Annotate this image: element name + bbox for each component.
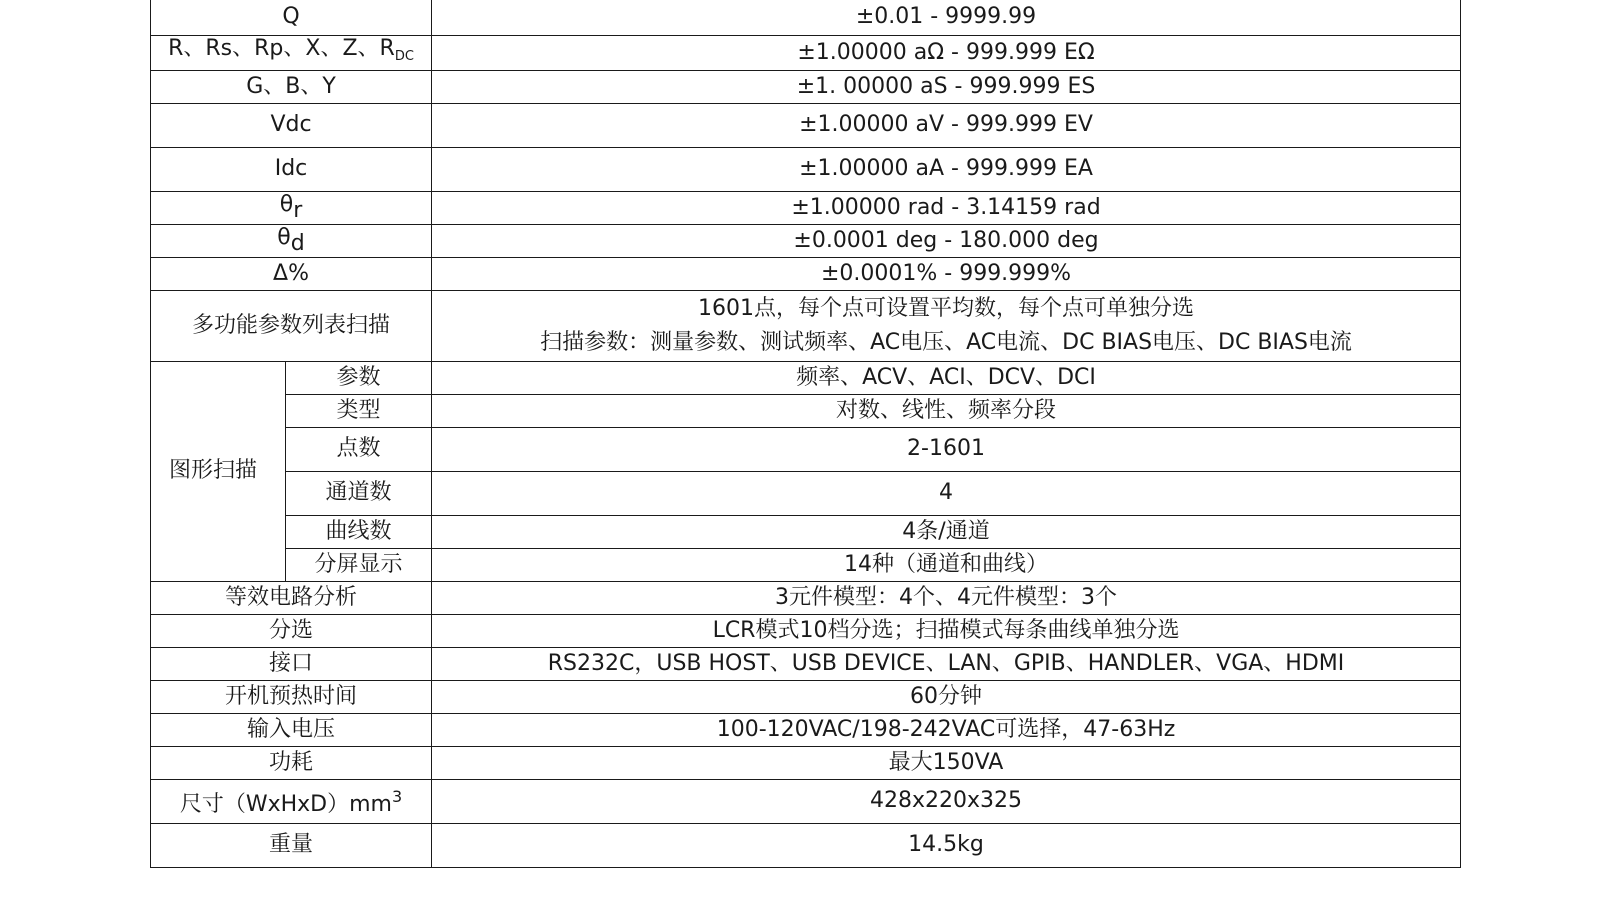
value-cell: LCR模式10档分选；扫描模式每条曲线单独分选 (432, 614, 1461, 647)
value-cell: ±1. 00000 aS - 999.999 ES (432, 70, 1461, 103)
table-row (151, 680, 1461, 713)
value-cell (432, 290, 1461, 361)
value-cell: ±1.00000 rad - 3.14159 rad (432, 191, 1461, 224)
table-row (151, 581, 1461, 614)
table-row (151, 70, 1461, 103)
value-cell: ±0.01 - 9999.99 (432, 0, 1461, 35)
param-superscript: 3 (391, 787, 403, 806)
value-cell: ±0.0001 deg - 180.000 deg (432, 224, 1461, 257)
param-cell: 分屏显示 (286, 548, 432, 581)
value-cell: 4 (432, 471, 1461, 515)
param-subscript: r (293, 197, 303, 223)
table-row (151, 823, 1461, 867)
param-cell: 点数 (286, 427, 432, 471)
value-cell: ±0.0001% - 999.999% (432, 257, 1461, 290)
value-cell: 频率、ACV、ACI、DCV、DCI (432, 361, 1461, 394)
param-subscript: DC (394, 48, 414, 64)
param-cell: 开机预热时间 (151, 680, 432, 713)
value-cell: 100-120VAC/198-242VAC可选择，47-63Hz (432, 713, 1461, 746)
param-cell: 等效电路分析 (151, 581, 432, 614)
value-cell: ±1.00000 aΩ - 999.999 EΩ (432, 35, 1461, 70)
value-cell: RS232C，USB HOST、USB DEVICE、LAN、GPIB、HANDLER、VGA、HDMI (432, 647, 1461, 680)
param-cell (151, 191, 432, 224)
table-row (151, 713, 1461, 746)
value-cell: ±1.00000 aA - 999.999 EA (432, 147, 1461, 191)
table-row (151, 548, 1461, 581)
param-cell: 功耗 (151, 746, 432, 779)
param-cell: 分选 (151, 614, 432, 647)
table-row (151, 290, 1461, 361)
value-cell: 14种（通道和曲线） (432, 548, 1461, 581)
table-row (151, 471, 1461, 515)
param-cell: 通道数 (286, 471, 432, 515)
param-cell: 重量 (151, 823, 432, 867)
param-cell: 输入电压 (151, 713, 432, 746)
table-row (151, 147, 1461, 191)
table-row (151, 0, 1461, 35)
param-cell: 曲线数 (286, 515, 432, 548)
param-main-text: θ (277, 224, 291, 250)
table-row (151, 746, 1461, 779)
param-cell: Δ% (151, 257, 432, 290)
table-row (151, 427, 1461, 471)
table-row (151, 614, 1461, 647)
param-cell (151, 224, 432, 257)
table-row (151, 103, 1461, 147)
table-row (151, 361, 1461, 394)
value-cell: 对数、线性、频率分段 (432, 394, 1461, 427)
value-cell: 428x220x325 (432, 779, 1461, 823)
param-cell: G、B、Y (151, 70, 432, 103)
param-main-text: θ (279, 191, 294, 217)
value-cell: 14.5kg (432, 823, 1461, 867)
value-line-2: 扫描参数：测量参数、测试频率、AC电压、AC电流、DC BIAS电压、DC BIAS电流 (540, 329, 1352, 355)
value-cell: ±1.00000 aV - 999.999 EV (432, 103, 1461, 147)
param-cell: Q (151, 0, 432, 35)
value-cell: 2-1601 (432, 427, 1461, 471)
value-cell: 4条/通道 (432, 515, 1461, 548)
param-cell: 参数 (286, 361, 432, 394)
table-row (151, 191, 1461, 224)
value-cell: 3元件模型：4个、4元件模型：3个 (432, 581, 1461, 614)
param-cell (151, 35, 432, 70)
table-row (151, 257, 1461, 290)
value-cell: 60分钟 (432, 680, 1461, 713)
value-cell: 最大150VA (432, 746, 1461, 779)
param-cell: 多功能参数列表扫描 (151, 290, 432, 361)
param-main-text: R、Rs、Rp、X、Z、R (168, 35, 395, 61)
value-line-1: 1601点，每个点可设置平均数，每个点可单独分选 (698, 295, 1195, 321)
spec-table (150, 0, 1461, 868)
param-subscript: d (290, 230, 305, 256)
table-row (151, 647, 1461, 680)
table-row (151, 224, 1461, 257)
graph-sweep-group-label: 图形扫描 (151, 361, 286, 581)
table-row (151, 515, 1461, 548)
param-main-text: 尺寸（WxHxD）mm (179, 792, 392, 817)
param-cell (151, 779, 432, 823)
param-cell: Idc (151, 147, 432, 191)
table-row (151, 35, 1461, 70)
table-row (151, 779, 1461, 823)
param-cell: 接口 (151, 647, 432, 680)
param-cell: Vdc (151, 103, 432, 147)
param-cell: 类型 (286, 394, 432, 427)
table-row (151, 394, 1461, 427)
